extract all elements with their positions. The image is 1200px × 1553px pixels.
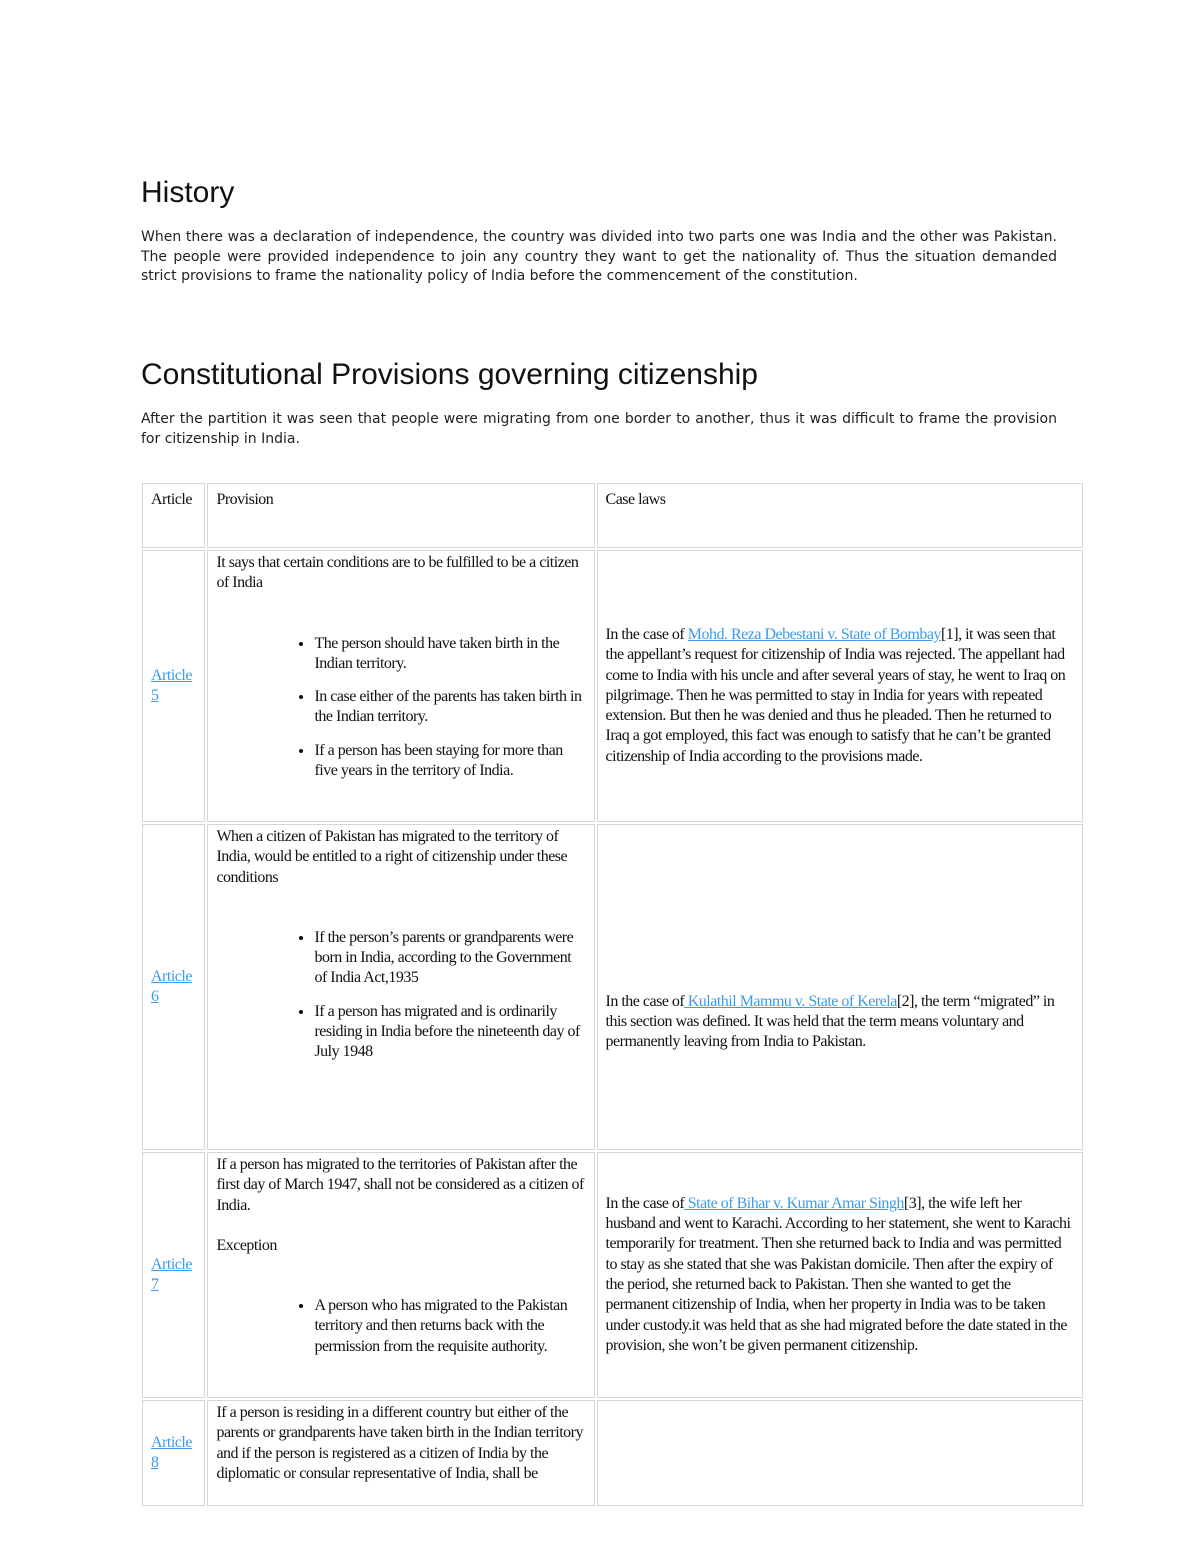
provision-cell [207, 1400, 594, 1506]
header-case-laws: Case laws [597, 483, 1083, 548]
provision-intro: When a citizen of Pakistan has migrated to the territory of India, would be entitled to a right of citizenship under these conditions [216, 828, 568, 886]
case-text-pre: In the case of [605, 625, 688, 643]
list-item: • A person who has migrated to the Pakistan territory and then returns back with the permission from the requisite authority. [314, 1296, 585, 1357]
case-law-cell [597, 1152, 1083, 1398]
table-row [142, 1152, 1083, 1398]
provision-bullets [216, 634, 585, 782]
constitutional-heading: Constitutional Provisions governing citizenship [141, 358, 758, 391]
article-7-link[interactable]: Article 7 [151, 1255, 192, 1293]
article-cell [142, 1152, 205, 1398]
table-header-row [142, 483, 1083, 548]
provision-intro: It says that certain conditions are to be fulfilled to be a citizen of India [216, 554, 579, 592]
article-cell [142, 1400, 205, 1506]
history-paragraph: When there was a declaration of independence, the country was divided into two parts one was India and the other was Pakistan. The people were provided independence to join any country they want to get the nationality of. Thus the situation demanded strict provisions to frame the nationality policy of India before the commencement of the constitution. [141, 229, 1057, 284]
provision-intro: If a person is residing in a different country but either of the parents or grandparents have taken birth in the Indian territory and if the person is registered as a citizen of India by the diplomatic or consular representative of India, shall be [216, 1404, 583, 1482]
case-link-amar-singh[interactable]: State of Bihar v. Kumar Amar Singh [684, 1194, 904, 1212]
header-provision: Provision [207, 483, 594, 548]
provision-bullets [216, 1296, 585, 1357]
provisions-table [140, 481, 1085, 1508]
table-row [142, 1400, 1083, 1506]
case-link-mammu[interactable]: Kulathil Mammu v. State of Kerela [684, 992, 897, 1010]
case-law-cell [597, 824, 1083, 1150]
case-law-cell [597, 550, 1083, 822]
table-row [142, 550, 1083, 822]
article-5-link[interactable]: Article 5 [151, 666, 192, 704]
case-text-post: [2], the term “migrated” in this section was defined. It was held that the term means voluntary and permanently leaving from India to Pakistan. [605, 992, 1055, 1051]
case-text-pre: In the case of [605, 992, 685, 1010]
case-text-post: [3], the wife left her husband and went to Karachi. According to her statement, she went to Karachi temporarily for treatment. Then she returned back to India and was permitted to stay as she stated that she was Pakistan domicile. Then after the expiry of the period, she returned back to Pakistan. Then she wanted to get the permanent citizenship of India, when her property in India was to be taken under custody.it was held that as she had migrated before the date stated in the provision, she won’t be given permanent citizenship. [605, 1194, 1071, 1354]
header-article: Article [142, 483, 205, 548]
provision-cell [207, 824, 594, 1150]
provision-bullets [216, 928, 585, 1063]
case-text-post: [1], it was seen that the appellant’s request for citizenship of India was rejected. The appellant had come to India with his uncle and after several years of stay, he went to Iraq on pilgrimage. Then he was permitted to stay in India for years with repeated extension. But then he was denied and thus he pleaded. Then he returned to Iraq a got employed, this fact was enough to satisfy that he can’t be granted citizenship of India according to the provisions made. [605, 625, 1066, 765]
case-link-debestani[interactable]: Mohd. Reza Debestani v. State of Bombay [687, 625, 941, 643]
constitutional-paragraph: After the partition it was seen that people were migrating from one border to another, thus it was difficult to frame the provision for citizenship in India. [141, 411, 1057, 447]
list-item: • If a person has been staying for more than five years in the territory of India. [314, 741, 585, 782]
provision-cell [207, 1152, 594, 1398]
provision-intro: If a person has migrated to the territories of Pakistan after the first day of March 1947, shall not be considered as a citizen of India. [216, 1156, 584, 1214]
list-item: • The person should have taken birth in the Indian territory. [314, 634, 585, 675]
case-text-pre: In the case of [605, 1194, 685, 1212]
history-heading: History [141, 176, 235, 209]
article-8-link[interactable]: Article 8 [151, 1433, 192, 1471]
provision-cell [207, 550, 594, 822]
list-item: • If the person’s parents or grandparents were born in India, according to the Government of India Act,1935 [314, 928, 585, 989]
exception-label: Exception [216, 1236, 277, 1254]
list-item: • If a person has migrated and is ordinarily residing in India before the nineteenth day of July 1948 [314, 1002, 585, 1063]
list-item: • In case either of the parents has taken birth in the Indian territory. [314, 687, 585, 728]
table-row [142, 824, 1083, 1150]
article-cell [142, 550, 205, 822]
article-cell [142, 824, 205, 1150]
case-law-cell [597, 1400, 1083, 1506]
article-6-link[interactable]: Article 6 [151, 967, 192, 1005]
